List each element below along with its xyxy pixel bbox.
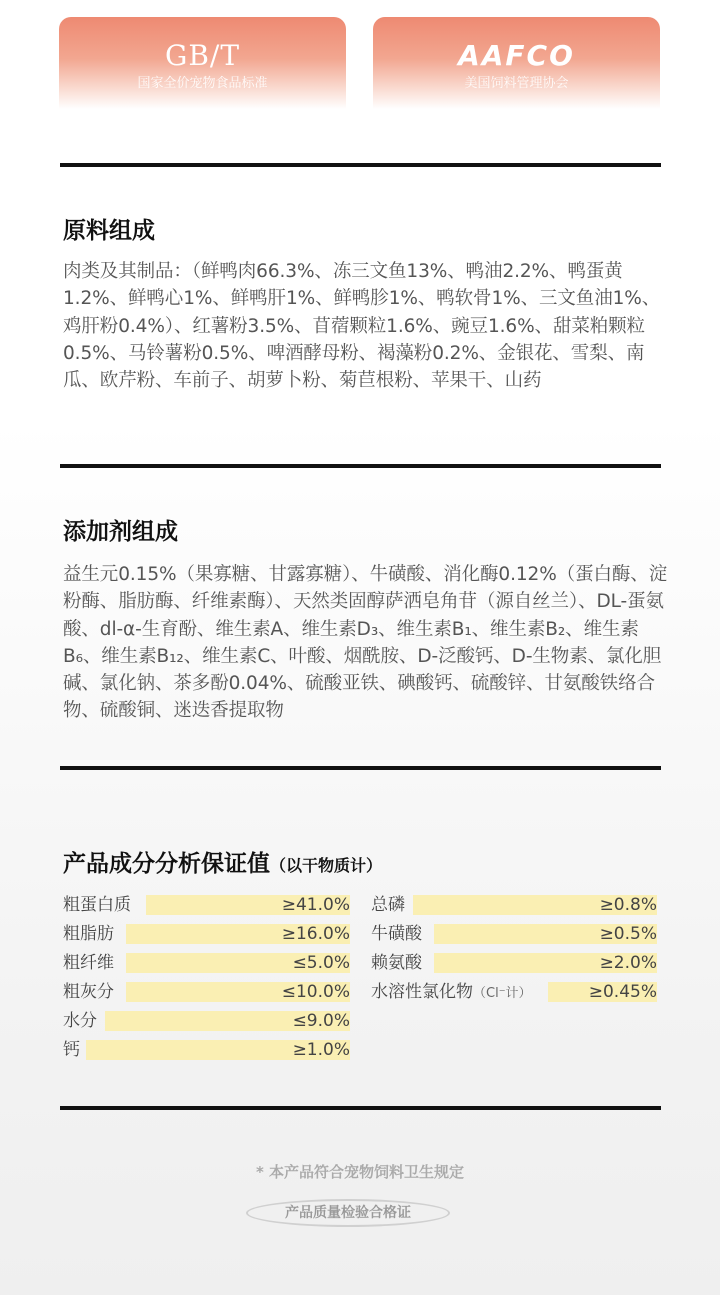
divider [60, 766, 661, 770]
gbt-subtitle: 国家全价宠物食品标准 [137, 76, 268, 91]
nutrient-label: 总磷 [371, 895, 405, 915]
nutrient-label: 牛磺酸 [371, 924, 422, 944]
analysis-row [63, 951, 350, 980]
analysis-row [63, 1038, 350, 1067]
analysis-heading [63, 845, 382, 878]
ingredients-heading: 原料组成 [63, 218, 155, 244]
nutrient-label [371, 980, 532, 1006]
nutrient-label: 钙 [63, 1040, 80, 1060]
analysis-row [63, 1009, 350, 1038]
analysis-left-column [63, 893, 350, 1067]
divider [60, 464, 661, 468]
analysis-row [371, 980, 657, 1009]
nutrient-label: 粗脂肪 [63, 924, 114, 944]
ingredients-text: 肉类及其制品：（鲜鸭肉66.3%、冻三文鱼13%、鸭油2.2%、鸭蛋黄1.2%、鲜鸭心1%、鲜鸭肝1%、鲜鸭胗1%、鸭软骨1%、三文鱼油1%、鸡肝粉0.4%）、红薯粉3.5%、苜蓿颗粒1.6%、豌豆1.6%、甜菜粕颗粒0.5%、马铃薯粉0.5%、啤酒酵母粉、褐藻粉0.2%、金银花、雪梨、南瓜、欧芹粉、车前子、胡萝卜粉、菊苣根粉、苹果干、山药 [63, 261, 661, 392]
nutrient-label: 粗蛋白质 [63, 895, 131, 915]
divider [60, 163, 661, 167]
aafco-badge [373, 17, 660, 109]
nutrient-value: ≤10.0% [281, 982, 350, 1002]
nutrient-value: ≥0.45% [588, 982, 657, 1002]
analysis-row [371, 922, 657, 951]
analysis-row [371, 951, 657, 980]
quality-certificate-badge: 产品质量检验合格证 [246, 1199, 450, 1227]
analysis-heading-note: （以干物质计） [270, 856, 383, 875]
analysis-row [371, 893, 657, 922]
aafco-subtitle: 美国饲料管理协会 [464, 76, 569, 91]
nutrient-label: 粗灰分 [63, 982, 114, 1002]
divider [60, 1106, 661, 1110]
nutrient-value: ≥1.0% [292, 1040, 350, 1060]
nutrient-label: 赖氨酸 [371, 953, 422, 973]
nutrient-value: ≥2.0% [599, 953, 657, 973]
nutrient-value: ≥0.8% [599, 895, 657, 915]
additives-heading: 添加剂组成 [63, 519, 178, 545]
analysis-row [63, 980, 350, 1009]
nutrient-value: ≤5.0% [292, 953, 350, 973]
aafco-logo: AAFCO [458, 39, 575, 72]
nutrient-label-text: 水溶性氯化物 [371, 982, 473, 1002]
nutrient-label: 水分 [63, 1011, 97, 1031]
analysis-row [63, 922, 350, 951]
nutrient-label-note: （Cl⁻计） [473, 986, 532, 1001]
nutrient-value: ≥41.0% [281, 895, 350, 915]
nutrient-value: ≤9.0% [292, 1011, 350, 1031]
nutrient-label: 粗纤维 [63, 953, 114, 973]
nutrient-value: ≥16.0% [281, 924, 350, 944]
additives-text: 益生元0.15%（果寡糖、甘露寡糖）、牛磺酸、消化酶0.12%（蛋白酶、淀粉酶、脂肪酶、纤维素酶）、天然类固醇萨洒皂角苷（源自丝兰）、DL-蛋氨酸、dl-α-生育酚、维生素A、维生素D₃、维生素B₁、维生素B₂、维生素B₆、维生素B₁₂、维生素C、叶酸、烟酰胺、D-泛酸钙、D-生物素、氯化胆碱、氯化钠、茶多酚0.04%、硫酸亚铁、碘酸钙、硫酸锌、甘氨酸铁络合物、硫酸铜、迷迭香提取物 [63, 564, 668, 722]
analysis-right-column [371, 893, 657, 1009]
analysis-row [63, 893, 350, 922]
analysis-title: 产品成分分析保证值 [63, 851, 270, 877]
compliance-note: * 本产品符合宠物饲料卫生规定 [255, 1163, 465, 1181]
gbt-title: GB/T [164, 39, 241, 72]
gbt-badge [59, 17, 346, 109]
nutrient-value: ≥0.5% [599, 924, 657, 944]
